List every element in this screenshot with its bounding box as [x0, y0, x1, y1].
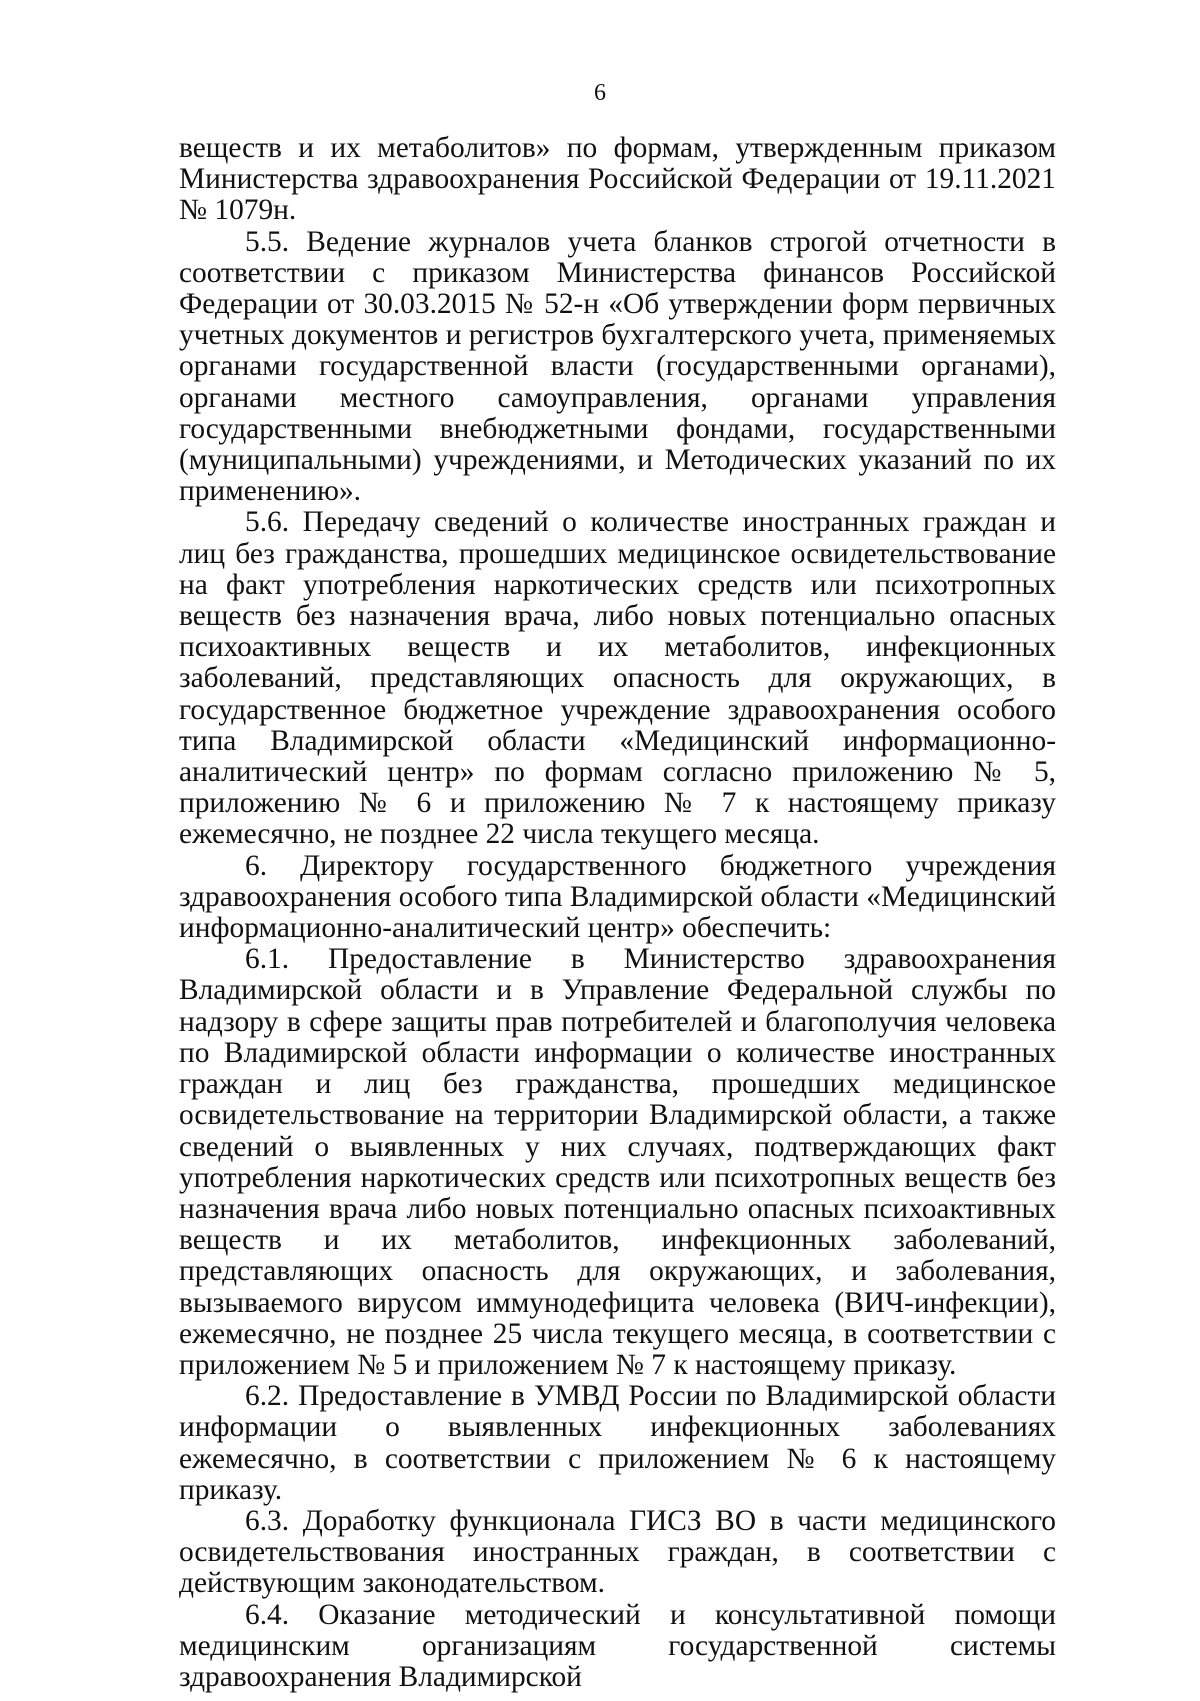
page-number: 6 [594, 80, 606, 106]
paragraph-6-4: 6.4. Оказание методический и консультативной помощи медицинским организациям государственной системы здравоохранения Владимирской [179, 1598, 1056, 1693]
paragraph-6: 6. Директору государственного бюджетного учреждения здравоохранения особого типа Владимирской области «Медицинский информационно-аналитический центр» обеспечить: [179, 849, 1056, 945]
document-body [179, 133, 1056, 1693]
paragraph-6-3: 6.3. Доработку функционала ГИСЗ ВО в части медицинского освидетельствования иностранных граждан, в соответствии с действующим законодательством. [179, 1504, 1056, 1600]
paragraph-6-2: 6.2. Предоставление в УМВД России по Владимирской области информации о выявленных инфекционных заболеваниях ежемесячно, в соответствии с приложением № 6 к настоящему приказу. [179, 1380, 1056, 1506]
paragraph-6-1: 6.1. Предоставление в Министерство здравоохранения Владимирской области и в Управление Федеральной службы по надзору в сфере защиты прав потребителей и благополучия человека по Владимирской области информации о количестве иностранных граждан и лиц без гражданства, прошедших медицинское освидетельствование на территории Владимирской области, а также сведений о выявленных у них случаях, подтверждающих факт употребления наркотических средств или психотропных веществ без назначения врача либо новых потенциально опасных психоактивных веществ и их метаболитов, инфекционных заболеваний, представляющих опасность для окружающих, и заболевания, вызываемого вирусом иммунодефицита человека (ВИЧ-инфекции), ежемесячно, не позднее 25 числа текущего месяца, в соответствии с приложением № 5 и приложением № 7 к настоящему приказу. [179, 943, 1056, 1381]
paragraph-5-6: 5.6. Передачу сведений о количестве иностранных граждан и лиц без гражданства, прошедших медицинское освидетельствование на факт употребления наркотических средств или психотропных веществ без назначения врача, либо новых потенциально опасных психоактивных веществ и их метаболитов, инфекционных заболеваний, представляющих опасность для окружающих, в государственное бюджетное учреждение здравоохранения особого типа Владимирской области «Медицинский информационно-аналитический центр» по формам согласно приложению № 5, приложению № 6 и приложению № 7 к настоящему приказу ежемесячно, не позднее 22 числа текущего месяца. [179, 506, 1056, 851]
paragraph-continuation: веществ и их метаболитов» по формам, утвержденным приказом Министерства здравоохранения Российской Федерации от 19.11.2021 № 1079н. [179, 132, 1056, 227]
paragraph-5-5: 5.5. Ведение журналов учета бланков строгой отчетности в соответствии с приказом Министерства финансов Российской Федерации от 30.03.2015 № 52-н «Об утверждении форм первичных учетных документов и регистров бухгалтерского учета, применяемых органами государственной власти (государственными органами), органами местного самоуправления, органами управления государственными внебюджетными фондами, государственными (муниципальными) учреждениями, и Методических указаний по их применению». [179, 225, 1056, 508]
